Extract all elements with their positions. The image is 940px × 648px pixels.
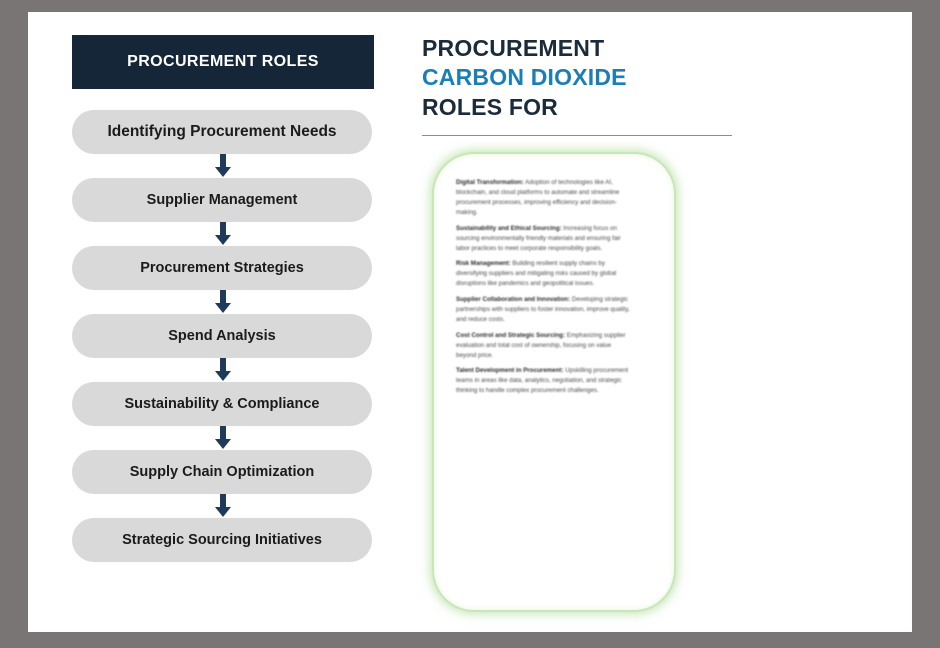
flow-step-label: Spend Analysis (168, 328, 276, 344)
trend-item-heading: Sustainability and Ethical Sourcing: (456, 224, 562, 232)
trend-item-text: Increasing focus on sourcing environmentally friendly materials and ensuring fair labor practices to meet corporate responsibility goals. (456, 224, 621, 252)
page-title-line1: PROCUREMENT (422, 35, 605, 61)
arrow-down-icon (214, 358, 232, 382)
flow-arrow-4 (72, 358, 374, 382)
trend-item-heading: Talent Development in Procurement: (456, 367, 564, 375)
arrow-down-icon (214, 222, 232, 246)
flow-step-strategic-sourcing-initiatives[interactable] (72, 518, 372, 562)
trends-note-body (456, 178, 632, 402)
trend-item-text: Building resilient supply chains by diversifying suppliers and mitigating risks caused by global disruptions like pandemics and geopolitical issues. (456, 260, 617, 288)
trend-item-heading: Cost Control and Strategic Sourcing: (456, 331, 565, 339)
flow-step-label: Identifying Procurement Needs (107, 123, 337, 140)
arrow-down-icon (214, 154, 232, 178)
flow-step-procurement-strategies[interactable] (72, 246, 372, 290)
flow-arrow-1 (72, 154, 374, 178)
flow-step-spend-analysis[interactable] (72, 314, 372, 358)
flow-step-label: Supply Chain Optimization (129, 464, 315, 480)
trend-item (456, 259, 632, 289)
flow-step-label: Supplier Management (146, 192, 298, 208)
flow-step-label: Strategic Sourcing Initiatives (122, 532, 322, 548)
title-divider (422, 135, 732, 136)
flow-step-sustainability-compliance[interactable] (72, 382, 372, 426)
slide-canvas (28, 12, 912, 632)
procurement-roles-header (72, 35, 374, 89)
page-title (422, 34, 732, 122)
flow-arrow-6 (72, 494, 374, 518)
procurement-roles-header-label: PROCUREMENT ROLES (127, 53, 319, 70)
trend-item-heading: Risk Management: (456, 260, 511, 268)
arrow-down-icon (214, 494, 232, 518)
flow-step-supply-chain-optimization[interactable] (72, 450, 372, 494)
trend-item (456, 366, 632, 396)
flow-arrow-2 (72, 222, 374, 246)
flow-arrow-3 (72, 290, 374, 314)
flow-step-supplier-management[interactable] (72, 178, 372, 222)
flow-step-label: Sustainability & Compliance (124, 396, 320, 412)
flow-arrow-5 (72, 426, 374, 450)
page-title-line2: ROLES FOR (422, 93, 558, 120)
procurement-roles-panel (72, 35, 374, 562)
trend-item-text: Upskilling procurement teams in areas like data, analytics, negotiation, and strategic thinking to handle complex procurement challenges. (456, 367, 629, 395)
page-title-accent: CARBON DIOXIDE (422, 64, 627, 91)
trend-item-heading: Supplier Collaboration and Innovation: (456, 295, 571, 303)
trend-item-text: Adoption of technologies like AI, blockchain, and cloud platforms to automate and streamline procurement processes, improving efficiency and decision-making. (456, 179, 620, 217)
trend-item (456, 295, 632, 325)
arrow-down-icon (214, 426, 232, 450)
trend-item-text: Developing strategic partnerships with suppliers to foster innovation, improve quality, and reduce costs. (456, 295, 630, 324)
trends-note-card (432, 152, 676, 612)
trend-item (456, 224, 632, 254)
trend-item-heading: Digital Transformation: (456, 179, 524, 186)
flow-step-identifying-procurement-needs[interactable] (72, 110, 372, 154)
trend-item-text: Emphasizing supplier evaluation and total cost of ownership, focusing on value beyond price. (456, 331, 626, 359)
trend-item (456, 178, 632, 218)
procurement-roles-flowchart (72, 110, 374, 562)
arrow-down-icon (214, 290, 232, 314)
detail-panel (422, 34, 882, 395)
trend-item (456, 331, 632, 361)
flow-step-label: Procurement Strategies (140, 260, 304, 276)
